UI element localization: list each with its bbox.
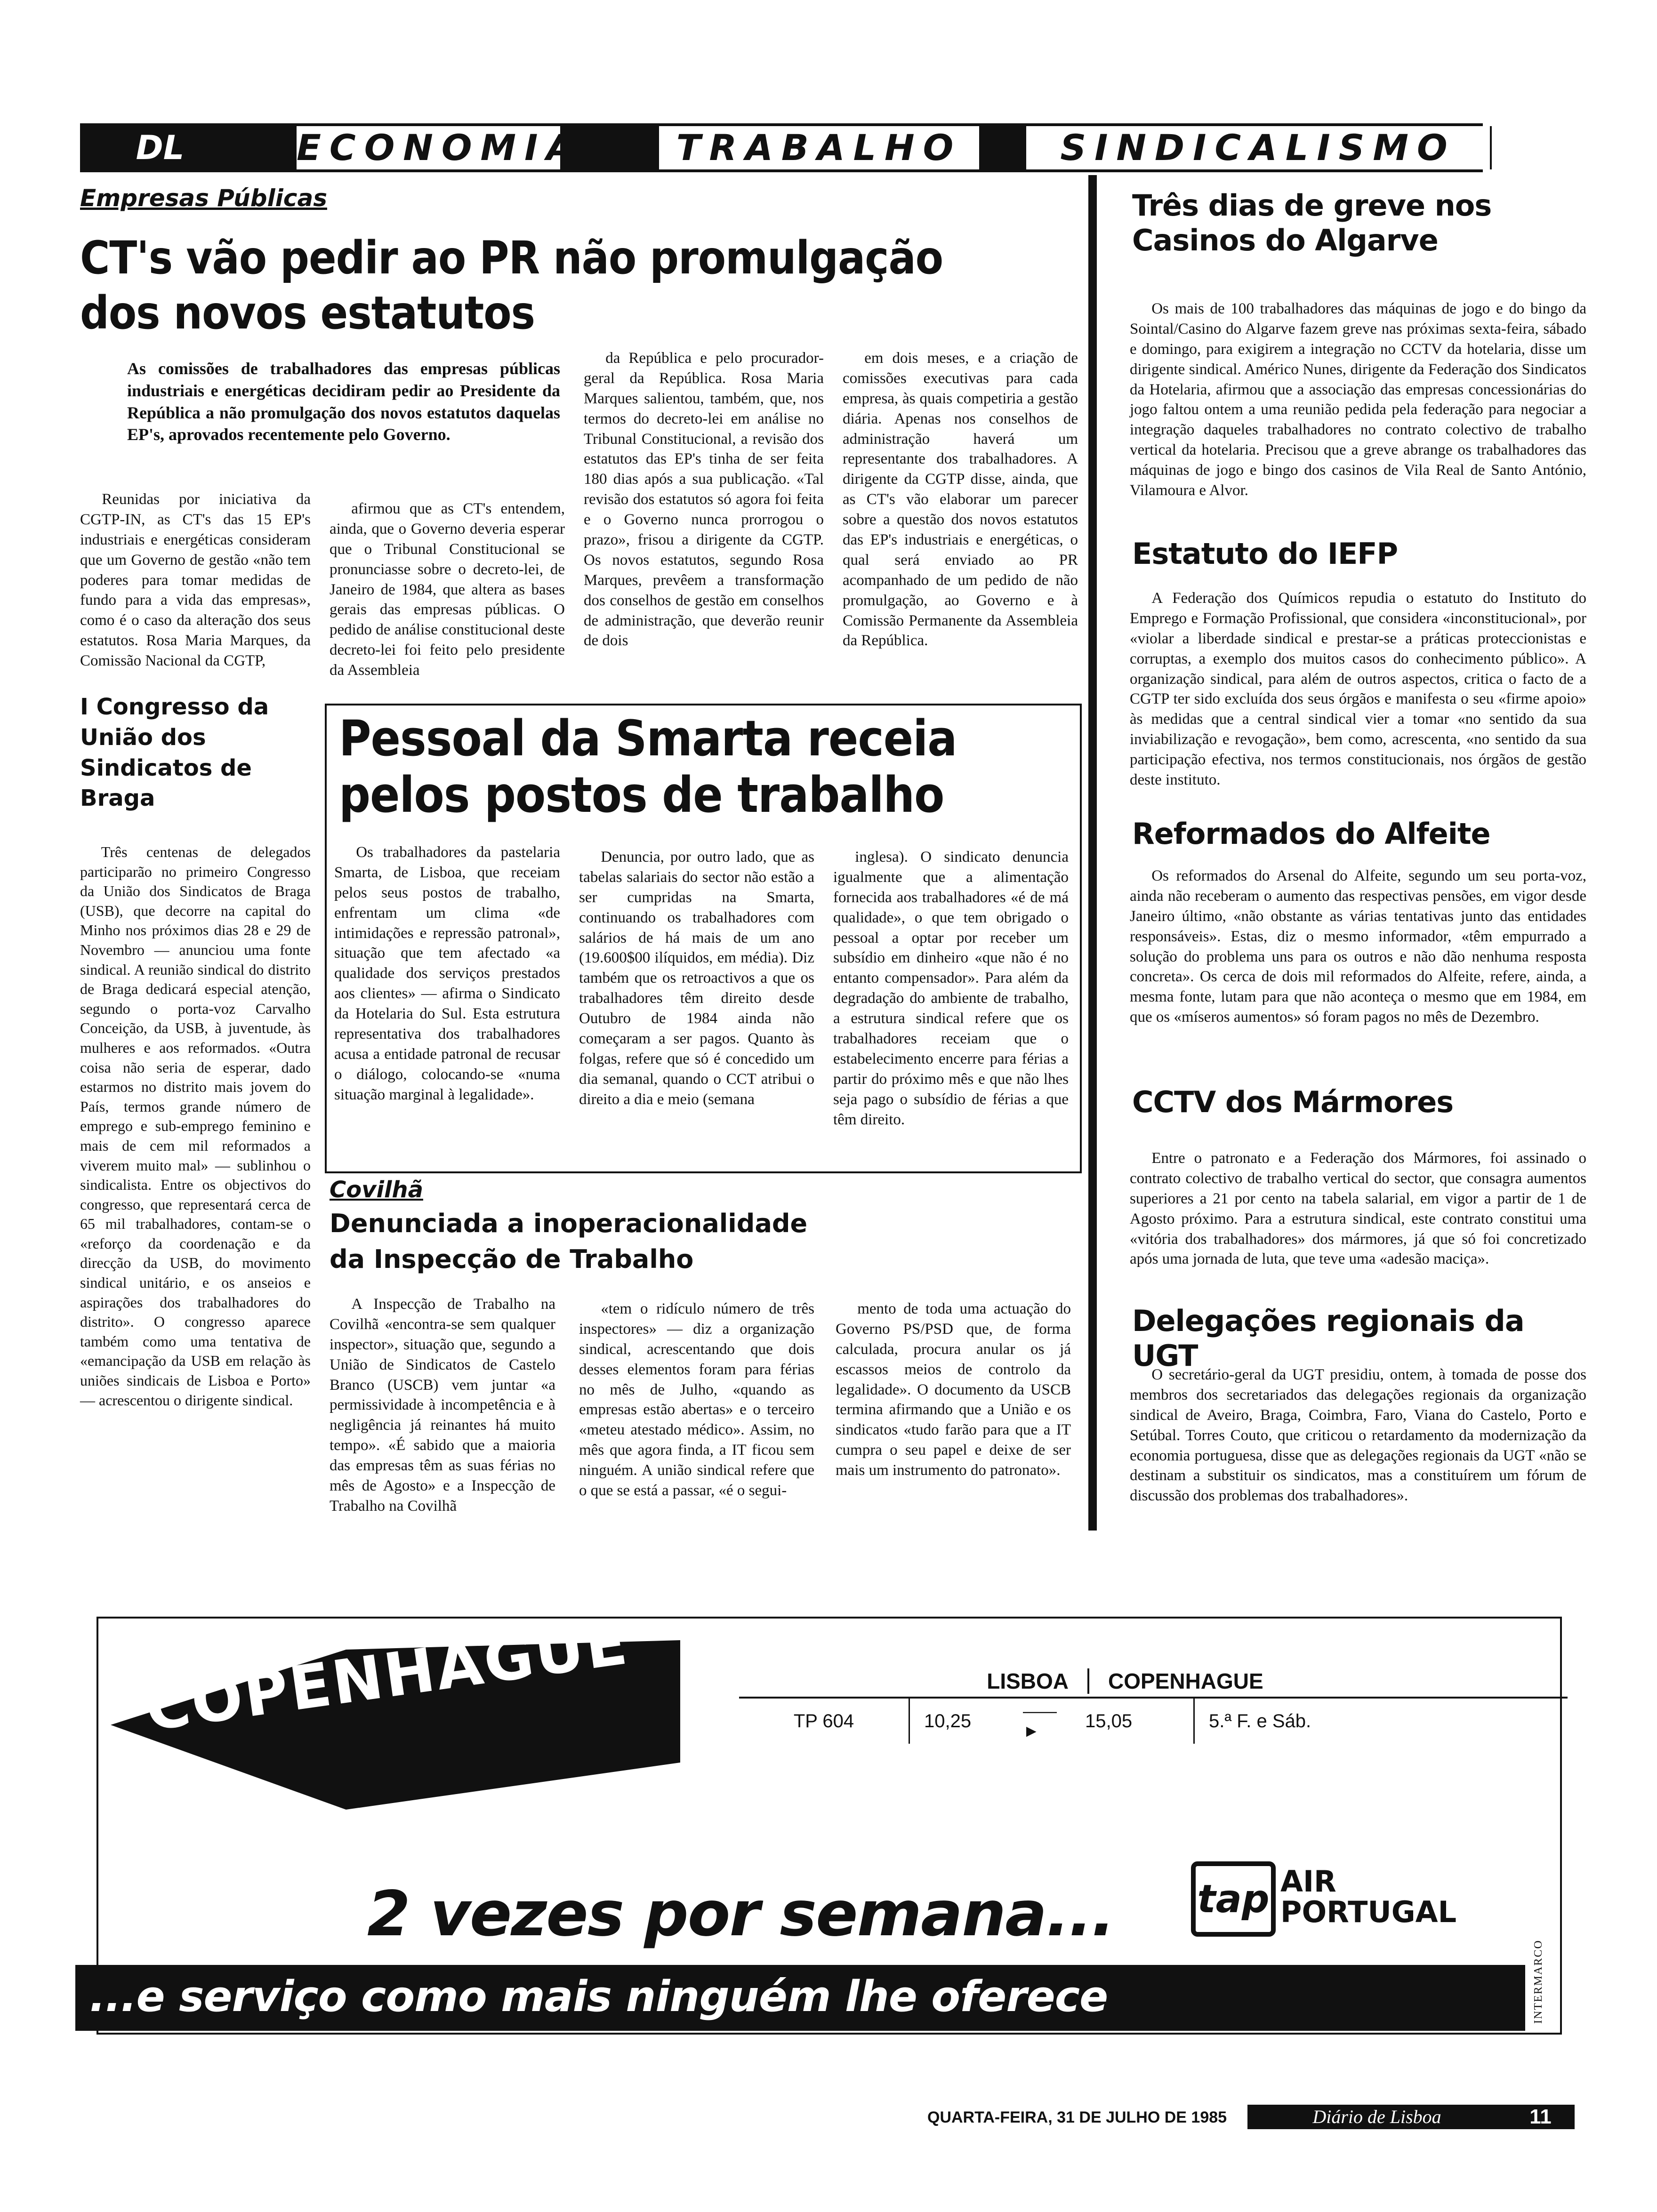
alfeite-body: Os reformados do Arsenal do Alfeite, segundo um seu porta-voz, ainda não receberam o aumento das respectivas pensões, em vigor desde Janeiro último, «não obstante as várias tentativas junto das entidades responsáveis». Estas, diz o mesmo informador, «têm empurrado a solução do problema uns para os outros e não dão nenhuma resposta concreta». Os cerca de dois mil reformados do Alfeite, refere, ainda, a mesma fonte, lutam para que não aconteça o mesmo que em 1984, em que os «míseros aumentos» só foram pagos no mês de Dezembro. — [1130, 867, 1586, 1026]
air-text: AIR — [1280, 1864, 1336, 1899]
alfeite-headline: Reformados do Alfeite — [1132, 817, 1490, 851]
main-col3: da República e pelo procurador-geral da República. Rosa Maria Marques salientou, também, que, nos termos do decreto-lei em análise no Tribunal Constitucional, a revisão dos estatutos das EP's tinha de ser feita 180 dias após a sua publicação. «Tal revisão dos estatutos só agora foi feita e o Governo nunca prorrogou o prazo», frisou a dirigente da CGTP. Os novos estatutos, segundo Rosa Marques, prevêem a transformação dos conselhos de gestão em conselhos de administração, que deverão reunir de dois — [584, 350, 824, 649]
section-label-sindicalismo: SINDICALISMO — [1026, 126, 1492, 169]
flight-number: TP 604 — [739, 1699, 909, 1744]
smarta-headline — [339, 711, 1069, 823]
iefp-headline: Estatuto do IEFP — [1132, 537, 1398, 571]
tap-logo-icon: tap — [1191, 1861, 1276, 1937]
ad-slogan-secondary: ...e serviço como mais ninguém lhe oferece — [89, 1972, 1108, 2021]
arrow-right-icon: ——► — [1023, 1701, 1057, 1740]
section-economia — [297, 126, 583, 169]
main-headline-line2: dos novos estatutos — [80, 287, 535, 340]
portugal-text: PORTUGAL — [1280, 1895, 1457, 1930]
flight-schedule — [739, 1668, 1568, 1744]
ad-slogan-main: 2 vezes por semana... — [367, 1878, 1114, 1950]
page-number: 11 — [1506, 2105, 1575, 2129]
flight-days: 5.ª F. e Sáb. — [1209, 1710, 1311, 1731]
covilha-headline-line1: Denunciada a inoperacionalidade — [330, 1209, 808, 1238]
covilha-kicker: Covilhã — [330, 1177, 423, 1203]
covilha-col3: mento de toda uma actuação do Governo PS/PSD que, de forma calculada, procura anular os já escassos meios de controlo da legalidade». O documento da USCB termina afirmando que a União e os sindicatos «tudo farão para que a IT cumpra o seu papel e deixe de ser mais um instrumento do patronato». — [836, 1300, 1071, 1479]
smarta-col1: Os trabalhadores da pastelaria Smarta, de Lisboa, que receiam pelos seus postos de trabalho, enfrentam um clima «de intimidações e repressão patronal», situação que tem afectado «a qualidade dos serviços prestados aos clientes» — afirma o Sindicato da Hotelaria do Sul. Esta estrutura representativa dos trabalhadores acusa a entidade patronal de recusar o diálogo, colocando-se «numa situação marginal à legalidade». — [334, 844, 560, 1103]
marmores-headline: CCTV dos Mármores — [1132, 1085, 1454, 1119]
sidebar-rule — [1088, 175, 1097, 1531]
casinos-body: Os mais de 100 trabalhadores das máquinas de jogo e do bingo da Sointal/Casino do Algarve fazem greve nas próximas sexta-feira, sábado e domingo, para exigirem a integração no CCTV da hotelaria, disse um dirigente sindical. Américo Nunes, dirigente da Federação dos Sindicatos da Hotelaria, afirmou que a associação das empresas concessionárias do jogo faltou ontem a uma reunião pedida pela federação para negociar a integração daqueles trabalhadores no contrato colectivo de trabalho vertical da hotelaria. Precisou que a greve abrange os trabalhadores das máquinas de jogo e bingo dos casinos de Vila Real de Santo António, Vilamoura e Alvor. — [1130, 300, 1586, 499]
agency-credit: INTERMARCO — [1532, 1940, 1544, 2024]
smarta-col3: inglesa). O sindicato denuncia igualmente que a alimentação fornecida aos trabalhadores «é de má qualidade», o que tem obrigado o pessoal a optar por receber um subsídio em dinheiro «que não é no entanto compensador». Para além da degradação do ambiente de trabalho, a estrutura sindical refere que os trabalhadores receiam que o estabelecimento encerre para férias a partir do próximo mês e que não lhes seja pago o subsídio de férias a que têm direito. — [833, 849, 1069, 1128]
smarta-headline-line2: pelos postos de trabalho — [339, 766, 944, 824]
section-trabalho — [659, 126, 981, 169]
arrive-time: 15,05 — [1071, 1699, 1194, 1744]
covilha-headline — [330, 1206, 1036, 1277]
braga-body: Três centenas de delegados participarão no primeiro Congresso da União dos Sindicatos de Braga (USB), que decorre na capital do Minho nos próximos dias 28 e 29 de Novembro — anunciou uma fonte sindical. A reunião sindical do distrito de Braga dedicará especial atenção, segundo o porta-voz Carvalho Conceição, da USB, à juventude, às mulheres e aos reformados. «Outra coisa não seria de esperar, dado estarmos no distrito mais jovem do País, termos grande número de emprego e sub-emprego feminino e mais de cem mil reformados a viverem muito mal» — sublinhou o sindicalista. Entre os objectivos do congresso, que representará cerca de 65 mil trabalhadores, contam-se o «reforço da coordenação e da direcção da USB, do movimento sindical unitário, e os anseios e aspirações dos trabalhadores do distrito». O congresso aparece também como uma tentativa de «emancipação da USB em relação às uniões sindicais de Lisboa e Porto» — acrescentou o dirigente sindical. — [80, 843, 311, 1409]
to-city: COPENHAGUE — [1087, 1668, 1263, 1694]
depart-time: 10,25 — [924, 1710, 972, 1731]
covilha-col1: A Inspecção de Trabalho na Covilhã «encontra-se sem qualquer inspector», situação que, segundo a União de Sindicatos de Castelo Branco (USCB) vem juntar «a permissividade à incompetência e à negligência já reinantes há muito tempo». «É sabido que a maioria das empresas têm as suas férias no mês de Agosto» e a Inspecção de Trabalho na Covilhã — [330, 1296, 555, 1515]
main-headline-line1: CT's vão pedir ao PR não promulgação — [80, 232, 943, 284]
section-label-trabalho: TRABALHO — [659, 126, 981, 169]
main-col1: Reunidas por iniciativa da CGTP-IN, as CT's das 15 EP's industriais e energéticas consideram que um Governo de gestão «não tem poderes para tomar medidas de fundo para a vida das empresas», como é o caso da alteração dos seus estatutos. Rosa Maria Marques, da Comissão Nacional da CGTP, — [80, 491, 311, 670]
destination-label: COPENHAGUE — [141, 1608, 633, 1745]
flight-table — [739, 1699, 1426, 1744]
flight-row — [739, 1699, 1426, 1744]
covilha-headline-line2: da Inspecção de Trabalho — [330, 1244, 694, 1274]
covilha-col2: «tem o ridículo número de três inspectores» — diz a organização sindical, acrescentando que dois desses elementos foram para férias no mês de Julho, «quando as empresas estão abertas» e o terceiro «meteu atestado médico». Assim, no mês que agora finda, a IT ficou sem ninguém. A união sindical refere que o que se está a passar, «é o segui- — [579, 1300, 814, 1499]
marmores-body: Entre o patronato e a Federação dos Mármores, foi assinado o contrato colectivo de trabalho vertical do sector, que consagra aumentos superiores a 21 por cento na tabela salarial, em vigor a partir de 1 de Agosto próximo. Para a estrutura sindical, este contrato constitui uma «vitória dos trabalhadores» dos mármores, já que só foi concretizado após uma jornada de luta, que teve uma «adesão maciça». — [1130, 1150, 1586, 1268]
smarta-col2: Denuncia, por outro lado, que as tabelas salariais do sector não estão a ser cumpridas na Smarta, continuando os trabalhadores com salários de há mais de um ano (19.600$00 ilíquidos, em média). Diz também que os retroactivos a que os trabalhadores têm direito desde Outubro de 1984 ainda não começaram a ser pagos. Quanto às folgas, refere que só é concedido um dia semanal, quando o CCT atribui o direito a dia e meio (semana — [579, 849, 814, 1108]
casinos-headline: Três dias de greve nos Casinos do Algarve — [1132, 188, 1492, 258]
from-city: LISBOA — [987, 1669, 1069, 1693]
air-portugal-wordmark — [1280, 1864, 1457, 1930]
ugt-headline: Delegações regionais da UGT — [1132, 1304, 1524, 1373]
newspaper-name: Diário de Lisboa — [1247, 2105, 1506, 2129]
newspaper-logo: DL — [136, 128, 185, 167]
smarta-headline-line1: Pessoal da Smarta receia — [339, 710, 957, 767]
main-headline — [80, 231, 1069, 341]
main-col2: afirmou que as CT's entendem, ainda, que o Governo deveria esperar que o Tribunal Constitucional se pronunciasse sobre o decreto-lei, de Janeiro de 1984, que altera as bases gerais das empresas públicas. O pedido de análise constitucional deste decreto-lei foi feito pelo presidente da Assembleia — [330, 500, 565, 679]
iefp-body: A Federação dos Químicos repudia o estatuto do Instituto do Emprego e Formação Profissional, que considera «inconstitucional», por «violar a liberdade sindical e prestar-se a práticas proteccionistas e corruptas, a exemplo dos muitos casos do conhecimento público». A organização sindical, para além de outros aspectos, critica o facto de a CGTP ter sido excluída dos seus órgãos e manifesta o seu «firme apoio» às medidas que a central sindical vier a tomar «no sentido da sua inviabilização e revogação», bem como, acrescenta, «no sentido da sua participação efectiva, nos termos constitucionais, nos órgãos de gestão deste instituto. — [1130, 590, 1586, 789]
section-sindicalismo — [1026, 126, 1492, 169]
issue-date: QUARTA-FEIRA, 31 DE JULHO DE 1985 — [927, 2108, 1227, 2126]
main-lead: As comissões de trabalhadores das empresas públicas industriais e energéticas decidiram pedir ao Presidente da República a não promulgação dos novos estatutos daquelas EP's, aprovados recentemente pelo Governo. — [127, 359, 560, 444]
braga-headline: I Congresso da União dos Sindicatos de Braga — [80, 694, 269, 812]
section-label-economia: ECONOMIA — [297, 127, 583, 168]
main-col4: em dois meses, e a criação de comissões executivas para cada empresa, às quais competiria a gestão diária. Apenas nos conselhos de administração haverá um representante dos trabalhadores. A dirigente da CGTP disse, ainda, que as CT's vão elaborar um parecer sobre a questão dos novos estatutos das EP's industriais e energéticas, o qual será enviado ao PR acompanhado de um pedido de não promulgação, ao Governo e à Comissão Permanente da Assembleia da República. — [843, 350, 1078, 649]
main-kicker: Empresas Públicas — [80, 184, 327, 212]
ugt-body: O secretário-geral da UGT presidiu, ontem, à tomada de posse dos membros dos secretariados das delegações regionais da organização sindical de Aveiro, Braga, Coimbra, Faro, Viana do Castelo, Porto e Setúbal. Torres Couto, que criticou o retardamento da modernização da economia portuguesa, disse que as delegações regionais da UGT «não se destinam a substituir os sindicatos, mas a constituírem um fórum de discussão dos problemas dos trabalhadores». — [1130, 1366, 1586, 1505]
